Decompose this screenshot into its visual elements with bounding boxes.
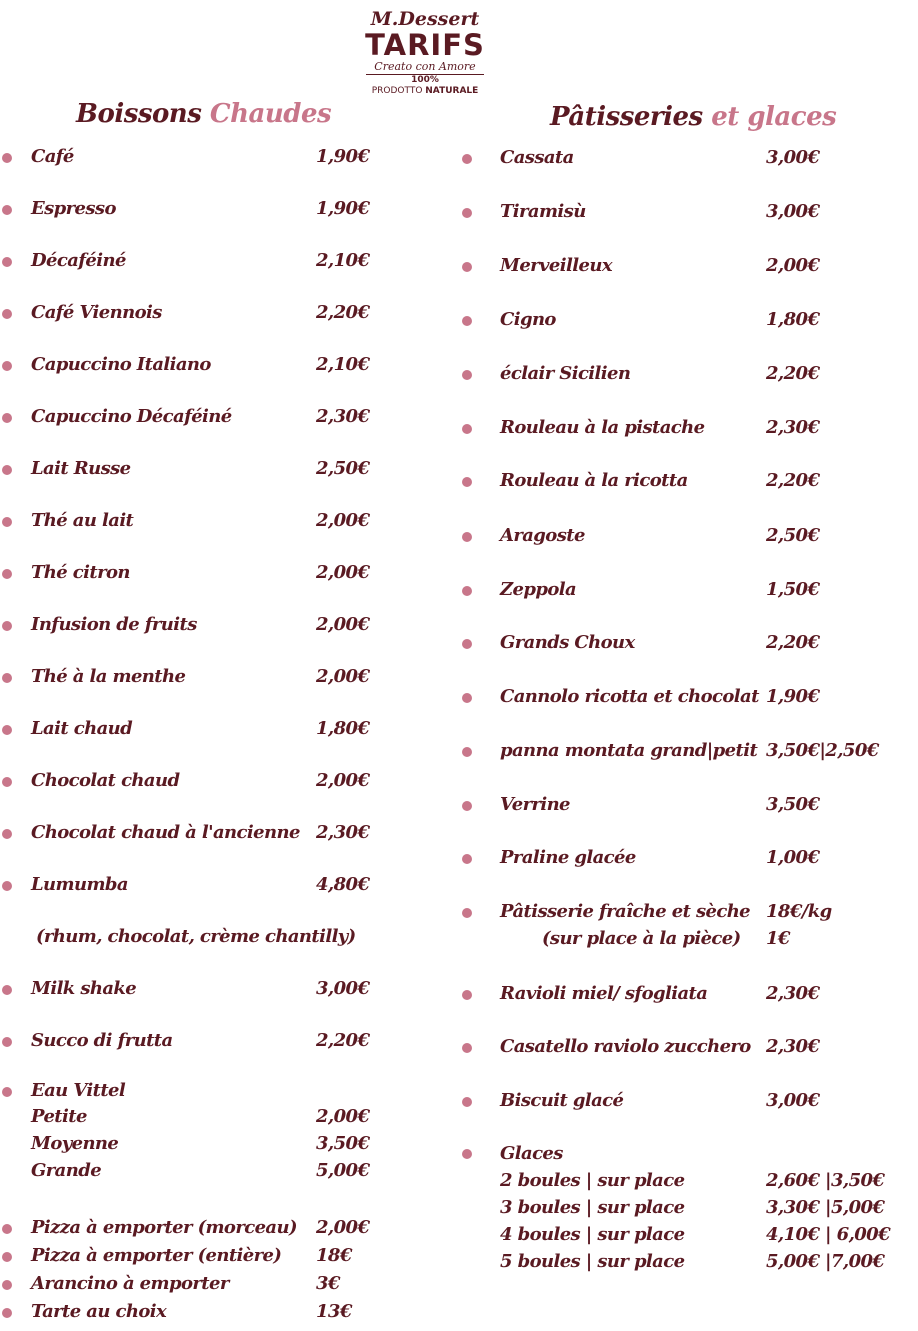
logo-brand: M.Dessert: [370, 8, 480, 30]
menu-item-price: 2,00€: [316, 614, 370, 635]
menu-item-name: Eau Vittel: [31, 1080, 126, 1101]
menu-item-price: 2,00€: [316, 1217, 370, 1238]
bullet-dot-icon: [2, 1037, 12, 1047]
menu-item-name: Capuccino Décaféiné: [31, 406, 232, 427]
menu-item-price: 2,10€: [316, 250, 370, 271]
menu-item-price: 1,90€: [766, 686, 820, 707]
menu-item-name: Café: [31, 146, 74, 167]
bullet-dot-icon: [2, 673, 12, 683]
bullet-dot-icon: [2, 413, 12, 423]
logo: [360, 8, 490, 97]
bullet-dot-icon: [2, 1280, 12, 1290]
menu-item-price: 3,50€|2,50€: [766, 740, 879, 761]
bullet-dot-icon: [462, 586, 472, 596]
menu-subitem-price: 1€: [766, 928, 790, 949]
bullet-dot-icon: [462, 316, 472, 326]
bullet-dot-icon: [2, 309, 12, 319]
bullet-dot-icon: [462, 370, 472, 380]
menu-item-name: Casatello raviolo zucchero: [500, 1036, 751, 1057]
menu-item-name: Zeppola: [500, 579, 577, 600]
bullet-dot-icon: [462, 639, 472, 649]
menu-item-price: 1,80€: [766, 309, 820, 330]
bullet-dot-icon: [2, 205, 12, 215]
menu-item-name: Grands Choux: [500, 632, 635, 653]
menu-item-name: Lumumba: [31, 874, 128, 895]
menu-item-price: 1,00€: [766, 847, 820, 868]
menu-item-name: Espresso: [31, 198, 116, 219]
menu-item-name: Rouleau à la ricotta: [500, 470, 688, 491]
menu-item-name: Verrine: [500, 794, 570, 815]
logo-title: TARIFS: [365, 28, 485, 62]
menu-item-price: 18€/kg: [766, 901, 832, 922]
menu-item-price: 2,20€: [316, 1030, 370, 1051]
menu-subitem-price: 5,00€ |7,00€: [766, 1251, 885, 1272]
bullet-dot-icon: [462, 208, 472, 218]
menu-subitem-name: 4 boules | sur place: [500, 1224, 685, 1245]
bullet-dot-icon: [2, 1252, 12, 1262]
menu-subitem-name: 2 boules | sur place: [500, 1170, 685, 1191]
menu-item-name: Ravioli miel/ sfogliata: [500, 983, 708, 1004]
menu-item-name: Merveilleux: [500, 255, 612, 276]
menu-item-name: Décaféiné: [31, 250, 126, 271]
menu-subitem-price: 3,30€ |5,00€: [766, 1197, 885, 1218]
menu-item-name: Cigno: [500, 309, 556, 330]
menu-item-price: 2,30€: [316, 406, 370, 427]
menu-item-name: Arancino à emporter: [31, 1273, 229, 1294]
menu-item-price: 2,30€: [766, 417, 820, 438]
bullet-dot-icon: [2, 153, 12, 163]
menu-subitem-price: 5,00€: [316, 1160, 370, 1181]
menu-item-name: Rouleau à la pistache: [500, 417, 705, 438]
menu-item-name: Cassata: [500, 147, 574, 168]
menu-item-price: 1,80€: [316, 718, 370, 739]
menu-item-name: Tarte au choix: [31, 1301, 167, 1322]
menu-item-price: 2,20€: [766, 363, 820, 384]
bullet-dot-icon: [2, 881, 12, 891]
menu-subitem-name: Moyenne: [31, 1133, 119, 1154]
bullet-dot-icon: [462, 801, 472, 811]
menu-item-name: Pizza à emporter (morceau): [31, 1217, 297, 1238]
bullet-dot-icon: [462, 1149, 472, 1159]
menu-item-price: 1,90€: [316, 146, 370, 167]
menu-item-price: 1,90€: [316, 198, 370, 219]
menu-item-price: 13€: [316, 1301, 352, 1322]
bullet-dot-icon: [462, 908, 472, 918]
bullet-dot-icon: [462, 854, 472, 864]
section-title-accent: et glaces: [711, 102, 837, 132]
bullet-dot-icon: [462, 532, 472, 542]
bullet-dot-icon: [2, 1308, 12, 1318]
bullet-dot-icon: [462, 1043, 472, 1053]
menu-item-name: Biscuit glacé: [500, 1090, 624, 1111]
menu-item-name: Praline glacée: [500, 847, 636, 868]
menu-item-price: 2,00€: [316, 510, 370, 531]
menu-item-name: Chocolat chaud à l'ancienne: [31, 822, 300, 843]
menu-subitem-name: (sur place à la pièce): [542, 928, 741, 949]
menu-item-price: 2,30€: [316, 822, 370, 843]
menu-subitem-name: Grande: [31, 1160, 102, 1181]
menu-item-name: Milk shake: [31, 978, 137, 999]
bullet-dot-icon: [2, 621, 12, 631]
menu-item-price: 2,00€: [316, 666, 370, 687]
section-title-accent: Chaudes: [209, 99, 332, 129]
bullet-dot-icon: [462, 747, 472, 757]
menu-item-price: 2,00€: [316, 562, 370, 583]
menu-subitem-price: 2,00€: [316, 1106, 370, 1127]
logo-natural: PRODOTTO NATURALE: [371, 86, 479, 96]
menu-item-name: Thé à la menthe: [31, 666, 186, 687]
menu-item-name: Succo di frutta: [31, 1030, 173, 1051]
bullet-dot-icon: [2, 985, 12, 995]
menu-item-price: 2,30€: [766, 983, 820, 1004]
bullet-dot-icon: [462, 1097, 472, 1107]
menu-item-name: panna montata grand|petit: [500, 740, 758, 761]
menu-item-price: 3,50€: [766, 794, 820, 815]
menu-item-name: Glaces: [500, 1143, 563, 1164]
bullet-dot-icon: [462, 693, 472, 703]
menu-item-name: Pâtisserie fraîche et sèche: [500, 901, 751, 922]
menu-item-name: Chocolat chaud: [31, 770, 180, 791]
menu-item-price: 1,50€: [766, 579, 820, 600]
menu-subitem-name: 3 boules | sur place: [500, 1197, 685, 1218]
bullet-dot-icon: [2, 725, 12, 735]
menu-subitem-name: 5 boules | sur place: [500, 1251, 685, 1272]
bullet-dot-icon: [462, 154, 472, 164]
section-title-main: Boissons: [76, 99, 202, 129]
menu-subitem-price: 4,10€ | 6,00€: [766, 1224, 891, 1245]
menu-subitem-price: 3,50€: [316, 1133, 370, 1154]
menu-item-name: Infusion de fruits: [31, 614, 197, 635]
menu-item-price: 2,50€: [316, 458, 370, 479]
bullet-dot-icon: [2, 1087, 12, 1097]
section-title-boissons: [76, 98, 331, 130]
menu-subitem-name: Petite: [31, 1106, 87, 1127]
menu-item-name: Capuccino Italiano: [31, 354, 211, 375]
menu-item-price: 2,00€: [766, 255, 820, 276]
menu-item-price: 2,20€: [766, 632, 820, 653]
bullet-dot-icon: [2, 569, 12, 579]
menu-item-name: éclair Sicilien: [500, 363, 631, 384]
bullet-dot-icon: [2, 1224, 12, 1234]
bullet-dot-icon: [2, 465, 12, 475]
menu-item-name: Café Viennois: [31, 302, 162, 323]
menu-item-name: Aragoste: [500, 525, 585, 546]
menu-item-name: Thé citron: [31, 562, 130, 583]
menu-item-price: 2,00€: [316, 770, 370, 791]
menu-item-name: Lait Russe: [31, 458, 131, 479]
menu-item-name: Lait chaud: [31, 718, 133, 739]
section-title-patisseries: [550, 101, 836, 133]
menu-item-price: 3€: [316, 1273, 340, 1294]
menu-item-price: 2,30€: [766, 1036, 820, 1057]
menu-item-name: Thé au lait: [31, 510, 134, 531]
menu-item-name: Cannolo ricotta et chocolat: [500, 686, 759, 707]
menu-item-price: 2,10€: [316, 354, 370, 375]
bullet-dot-icon: [462, 990, 472, 1000]
menu-item-price: 3,00€: [766, 147, 820, 168]
menu-item-price: 2,20€: [766, 470, 820, 491]
menu-item-name: Pizza à emporter (entière): [31, 1245, 282, 1266]
bullet-dot-icon: [462, 262, 472, 272]
menu-item-price: 2,20€: [316, 302, 370, 323]
menu-item-price: 3,00€: [766, 201, 820, 222]
bullet-dot-icon: [2, 361, 12, 371]
bullet-dot-icon: [2, 517, 12, 527]
bullet-dot-icon: [2, 777, 12, 787]
bullet-dot-icon: [2, 829, 12, 839]
menu-item-name: Tiramisù: [500, 201, 586, 222]
section-title-main: Pâtisseries: [550, 102, 703, 132]
logo-tagline: Creato con Amore: [366, 60, 484, 75]
menu-item-price: 18€: [316, 1245, 352, 1266]
logo-percent: 100%: [411, 75, 439, 85]
menu-item-price: 3,00€: [316, 978, 370, 999]
menu-subitem-price: 2,60€ |3,50€: [766, 1170, 885, 1191]
menu-item-note: (rhum, chocolat, crème chantilly): [36, 926, 356, 947]
bullet-dot-icon: [462, 424, 472, 434]
bullet-dot-icon: [462, 477, 472, 487]
bullet-dot-icon: [2, 257, 12, 267]
menu-item-price: 3,00€: [766, 1090, 820, 1111]
menu-item-price: 4,80€: [316, 874, 370, 895]
menu-item-price: 2,50€: [766, 525, 820, 546]
